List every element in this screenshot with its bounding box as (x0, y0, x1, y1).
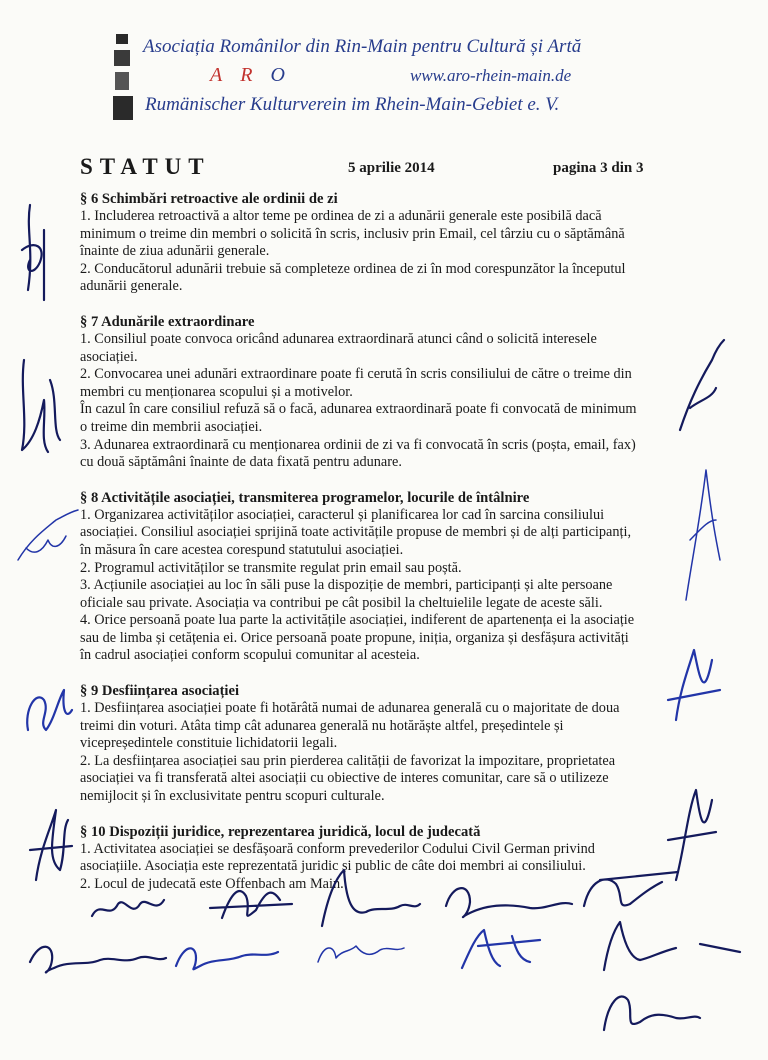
text-line: sau de limba și cetățenia ei. Orice persoană poate propune, iniția, organiza și desfășura activități (80, 629, 629, 646)
signature-mark (18, 510, 78, 560)
text-line: asociației. (80, 348, 138, 365)
section-heading: § 8 Activitățile asociației, transmiterea programelor, locurile de întâlnire (80, 489, 530, 506)
signature-mark (686, 470, 720, 600)
signature-mark (668, 790, 716, 880)
section-heading: § 9 Desființarea asociației (80, 683, 240, 700)
text-line: În cazul în care consiliul refuză să o facă, adunarea extraordinară poate fi convocată de minimum (80, 401, 637, 418)
text-line: 1. Organizarea activităților asociației, caracterul și planificarea lor cad în sarcina consiliului (80, 506, 605, 523)
text-line: în cadrul asociației conform scopului comunitar al acesteia. (80, 647, 420, 664)
text-line: 3. Adunarea extraordinară cu menționarea ordinii de zi va fi convocată în scris (poșta, email, fax) (80, 436, 636, 453)
signature-mark (604, 997, 700, 1030)
signature-mark (318, 946, 404, 962)
letterhead-website: www.aro-rhein-main.de (410, 66, 572, 85)
text-line: 2. Convocarea unei adunări extraordinare poate fi cerută în scris consiliului de către o treime din (80, 366, 632, 383)
abbr-letter-o: O (270, 64, 303, 86)
signature-mark (30, 947, 166, 973)
text-line: o treime din membrii asociației. (80, 418, 263, 435)
text-line: 1. Consiliul poate convoca oricând adunarea extraordinară atunci când o solicită interesele (80, 330, 597, 347)
text-line: 3. Acțiunile asociației au loc în săli puse la dispoziție de membri, participanți și alte persoane (80, 577, 613, 594)
letterhead-name-ro: Asociația Românilor din Rin-Main pentru Cultură și Artă (143, 36, 582, 57)
page-number: pagina 3 din 3 (553, 160, 644, 176)
signature-mark (604, 922, 740, 970)
text-line: asociației va fi transferată altei asociații cu obiective de interes comunitar, care să o utilizeze (80, 770, 609, 787)
section-heading: § 7 Adunările extraordinare (80, 313, 255, 330)
association-logo (112, 34, 134, 122)
text-line: treimi din voturi. Atâta timp cât adunarea generală nu hotărăște altfel, președintele și (80, 717, 564, 734)
abbr-letter-a: A (210, 64, 241, 86)
signature-mark (30, 810, 72, 880)
signature-mark (668, 650, 720, 720)
text-line: în măsura în care acestea corespund statutului asociației. (80, 541, 404, 558)
section-8 (80, 489, 670, 665)
text-line: oficiale sau private. Asociația va contribui pe cât posibil la cheltuielile legate de aceste săli. (80, 594, 603, 611)
signature-mark (462, 930, 540, 968)
letterhead-abbreviation (210, 64, 303, 87)
text-line: 2. Conducătorul adunării trebuie să completeze ordinea de zi în mod corespunzător la începutul (80, 260, 626, 277)
text-line: 1. Desființarea asociației poate fi hotărâtă numai de adunarea generală cu o majoritate de doua (80, 700, 620, 717)
text-line: membri cu menționarea scopului și a motivelor. (80, 383, 353, 400)
section-7 (80, 313, 670, 472)
document-date: 5 aprilie 2014 (348, 160, 435, 176)
text-line: 2. Locul de judecată este Offenbach am Main. (80, 875, 344, 892)
section-10 (80, 823, 670, 894)
letterhead-name-de: Rumänischer Kulturverein im Rhein-Main-Gebiet e. V. (145, 94, 560, 115)
text-line: asociațiile. Asociația este reprezentată juridic și public de câte doi membri ai consiliului. (80, 858, 586, 875)
text-line: cu două săptămâni înainte de data fixată pentru adunare. (80, 454, 402, 471)
text-line: 1. Includerea retroactivă a altor teme pe ordinea de zi a adunării generale este posibilă dacă (80, 208, 602, 224)
text-line: 1. Activitatea asociației se desfășoară conform prevederilor Codului Civil German privind (80, 840, 595, 857)
text-line: 2. La desființarea asociației sau prin pierderea calității de favorizat la impozitare, proprietatea (80, 752, 616, 769)
signature-mark (27, 690, 72, 730)
document-title: STATUT (80, 154, 211, 179)
abbr-letter-r: R (240, 64, 271, 86)
text-line: asociației. Consiliul asociației sprijină toate activitățile propuse de membri și de alți participanți, (80, 524, 632, 541)
section-heading: § 6 Schimbări retroactive ale ordinii de zi (80, 191, 338, 207)
signature-mark (22, 205, 44, 300)
section-9 (80, 682, 670, 806)
text-line: 4. Orice persoană poate lua parte la activitățile asociației, indiferent de apartenența ei la asociație (80, 612, 635, 629)
text-line: minimum o treime din membri o solicită în scris, inclusiv prin Email, cel târziu cu o săptămână (80, 225, 625, 242)
section-6 (80, 190, 670, 296)
signature-mark (680, 340, 724, 430)
document-body (80, 190, 670, 910)
text-line: vicepreședintele constituie lichidatorii legali. (80, 735, 338, 752)
text-line: înainte de ziua adunării generale. (80, 243, 270, 260)
text-line: adunării generale. (80, 278, 183, 295)
signature-mark (22, 360, 60, 452)
text-line: nemijlocit și în exclusivitate pentru scopuri culturale. (80, 788, 385, 805)
signature-mark (176, 948, 278, 969)
text-line: 2. Programul activităților se transmite regulat prin email sau poștă. (80, 559, 462, 576)
section-heading: § 10 Dispoziții juridice, reprezentarea juridică, locul de judecată (80, 823, 481, 840)
